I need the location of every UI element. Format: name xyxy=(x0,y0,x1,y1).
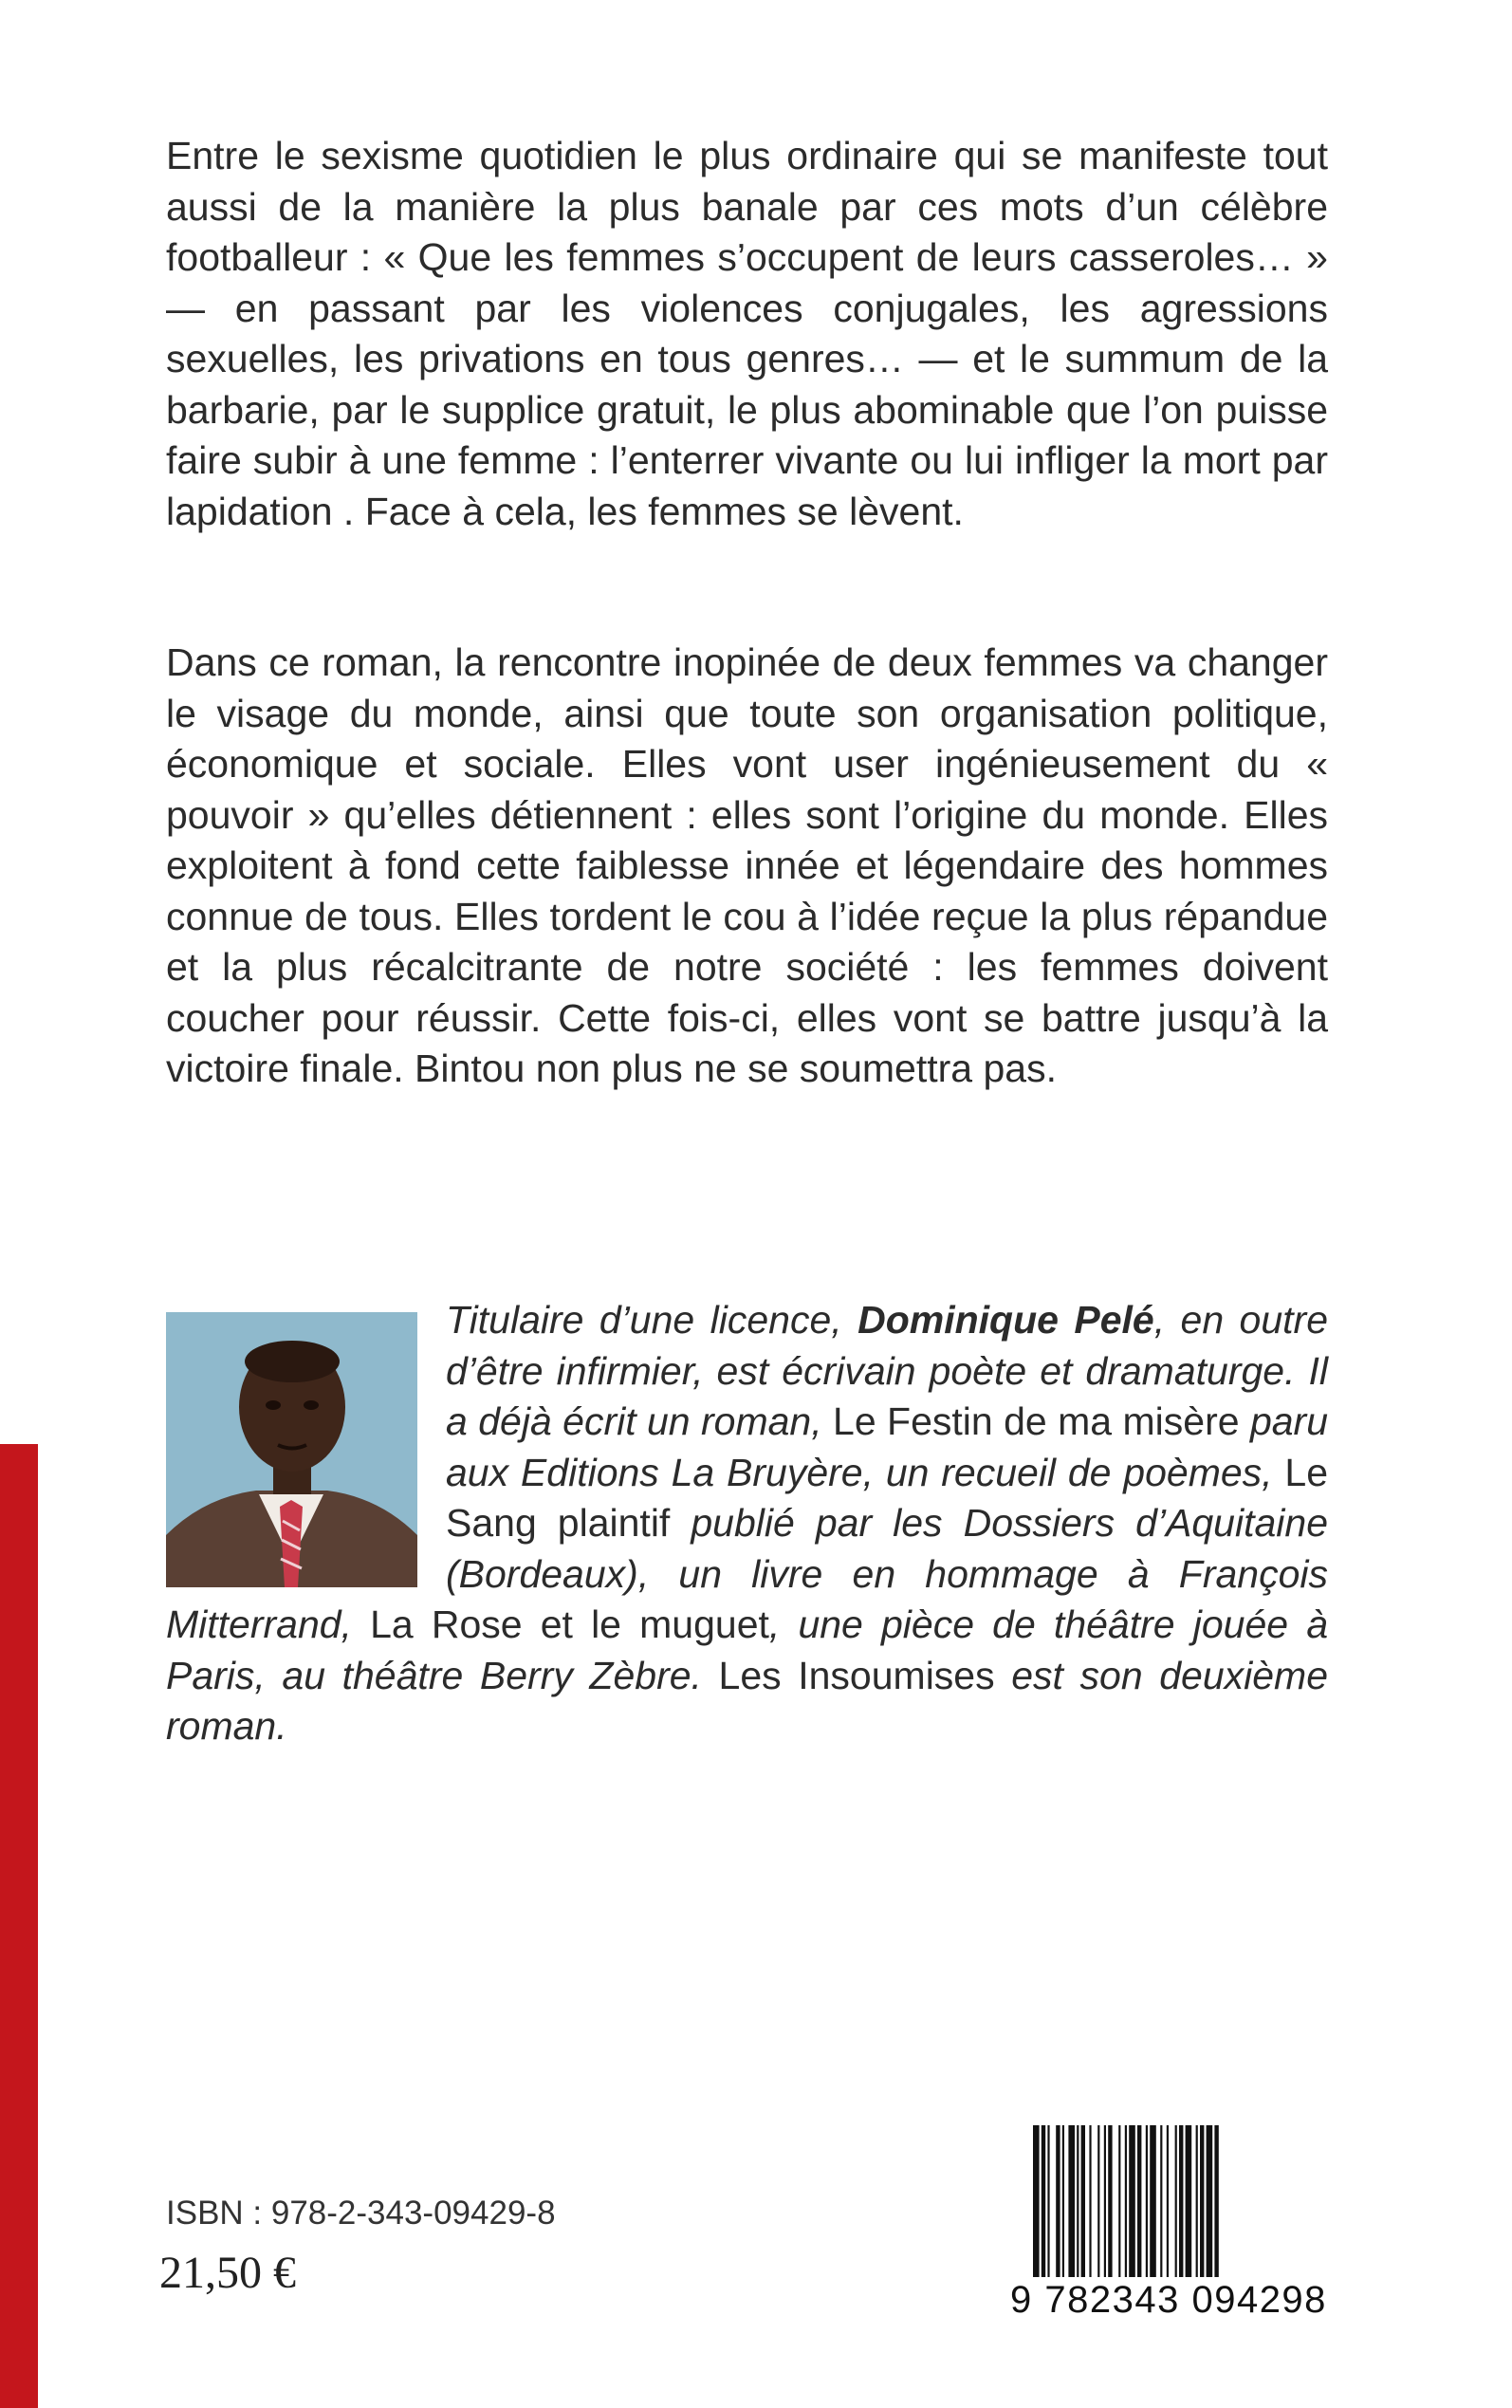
barcode-bar xyxy=(1089,2125,1091,2277)
author-portrait-image xyxy=(166,1312,417,1587)
author-photo xyxy=(166,1312,417,1587)
barcode-bar xyxy=(1146,2125,1148,2277)
barcode-bar xyxy=(1175,2125,1177,2277)
book-title-sang: Le Sang plaintif xyxy=(446,1450,1328,1545)
barcode-bar xyxy=(1097,2125,1099,2277)
price-label: 21,50 € xyxy=(159,2248,296,2298)
barcode-bar xyxy=(1214,2125,1218,2277)
barcode-bar xyxy=(1207,2125,1213,2277)
barcode-bar xyxy=(1125,2125,1127,2277)
barcode-bar xyxy=(1108,2125,1112,2277)
barcode-bar xyxy=(1081,2125,1085,2277)
author-name: Dominique Pelé xyxy=(857,1298,1154,1342)
barcode-bar xyxy=(1047,2125,1049,2277)
book-title-festin: Le Festin de ma misère xyxy=(833,1399,1240,1443)
barcode-bar xyxy=(1186,2125,1192,2277)
barcode-bar xyxy=(1196,2125,1198,2277)
barcode-bar xyxy=(1118,2125,1120,2277)
barcode-bar xyxy=(1104,2125,1106,2277)
barcode-bar xyxy=(1077,2125,1079,2277)
barcode-bar xyxy=(1062,2125,1064,2277)
book-title-rose: La Rose et le muguet xyxy=(370,1602,769,1646)
barcode-bar xyxy=(1179,2125,1183,2277)
summary-paragraph-1: Entre le sexisme quotidien le plus ordinaire qui se manifeste tout aussi de la manière la plus banale par ces mots d’un célèbre footballeur : « Que les femmes s’occupent de leurs casseroles… » — en passant par les violences conjugales, les agressions sexuelles, les privations en tous genres… — et le summum de la barbarie, par le supplice gratuit, le plus abominable que l’on puisse faire subir à une femme : l’enterrer vivante ou lui infliger la mort par lapidation . Face à cela, les femmes se lèvent. xyxy=(166,134,1328,533)
barcode-digits: 9 782343 094298 xyxy=(1010,2279,1327,2321)
author-bio: Titulaire d’une licence, Dominique Pelé, en outre d’être infirmier, est écrivain poète et dramaturge. Il a déjà écrit un roman, Le Festin de ma misère paru aux Editions La Bruyère, un recueil de poèmes, Le Sang plaintif publié par les Dossiers d’Aquitaine (Bordeaux), un livre en hommage à François Mitterrand, La Rose et le muguet, une pièce de théâtre jouée à Paris, au théâtre Berry Zèbre. Les Insoumises est son deuxième roman. xyxy=(166,1298,1329,1748)
summary-paragraph-2: Dans ce roman, la rencontre inopinée de deux femmes va changer le visage du monde, ainsi que toute son organisation politique, économique et sociale. Elles vont user ingénieusement du « pouvoir » qu’elles détiennent : elles sont l’origine du monde. Elles exploitent à fond cette faiblesse innée et légendaire des hommes connue de tous. Elles tordent le cou à l’idée reçue la plus répandue et la plus récalcitrante de notre société : les femmes doivent coucher pour réussir. Cette fois-ci, elles vont se battre jusqu’à la victoire finale. Bintou non plus ne se soumettra pas. xyxy=(166,640,1328,1090)
barcode-bar xyxy=(1042,2125,1045,2277)
red-spine-band xyxy=(0,1444,38,2408)
barcode-bar xyxy=(1056,2125,1060,2277)
barcode-bar xyxy=(1160,2125,1162,2277)
barcode-bar xyxy=(1150,2125,1156,2277)
isbn-label: ISBN : 978-2-343-09429-8 xyxy=(166,2195,556,2232)
barcode-bar xyxy=(1200,2125,1204,2277)
barcode-bar xyxy=(1137,2125,1141,2277)
barcode-bar xyxy=(1068,2125,1075,2277)
barcode-bar xyxy=(1033,2125,1040,2277)
barcode-bar xyxy=(1167,2125,1169,2277)
book-title-insoumises: Les Insoumises xyxy=(718,1653,995,1697)
barcode-bar xyxy=(1129,2125,1135,2277)
